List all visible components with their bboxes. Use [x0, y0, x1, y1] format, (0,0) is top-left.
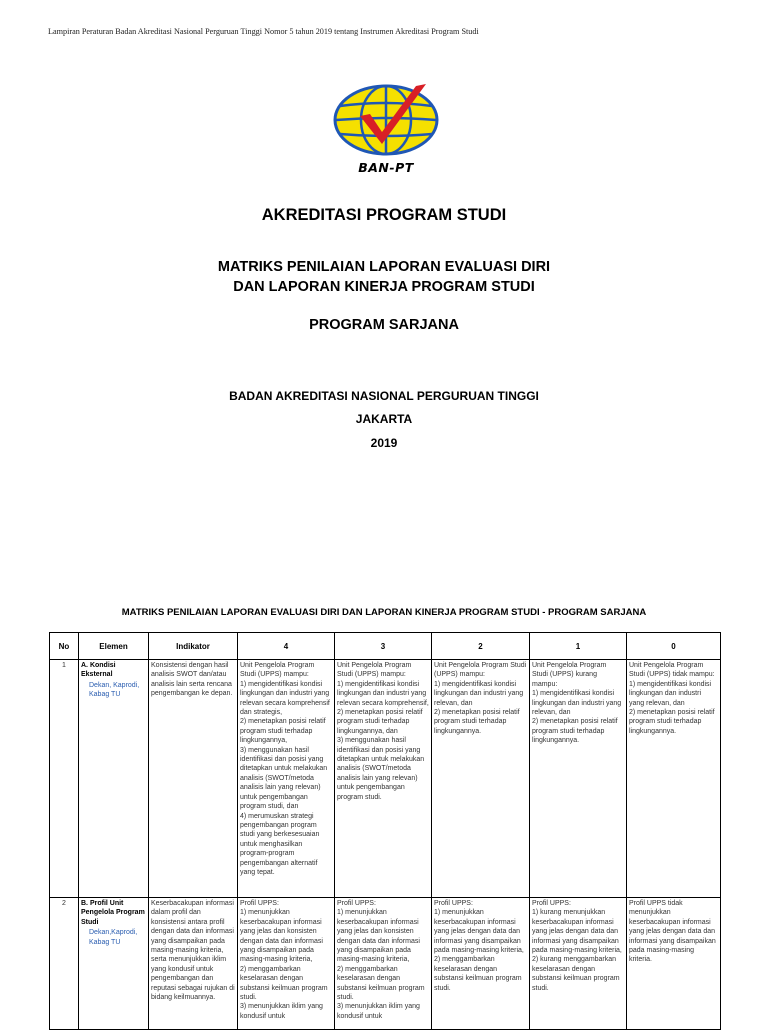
header-score-4: 4 — [238, 633, 335, 660]
elemen-cell — [79, 660, 149, 898]
header-no: No — [50, 633, 79, 660]
elemen-title: B. Profil Unit Pengelola Program Studi — [81, 900, 145, 926]
table-row — [50, 898, 721, 1030]
score-1-cell: Profil UPPS: 1) kurang menunjukkan keserbacakupan informasi yang jelas dengan data dan informasi yang disampaikan pada masing-masing kriteria, 2) kurang menggambarkan keselarasan dengan substansi keilmuan program studi. — [530, 898, 627, 1030]
document-header-note: Lampiran Peraturan Badan Akreditasi Nasional Perguruan Tinggi Nomor 5 tahun 2019 tentang Instrumen Akreditasi Program Studi — [48, 27, 479, 36]
row-number: 2 — [50, 898, 79, 1030]
elemen-responsible: Dekan, Kaprodi, Kabag TU — [89, 681, 140, 699]
score-2-cell: Unit Pengelola Program Studi (UPPS) mampu: 1) mengidentifikasi kondisi lingkungan dan industri yang relevan, dan 2) menetapkan posisi relatif program studi terhadap lingkungannya. — [432, 660, 530, 898]
header-score-2: 2 — [432, 633, 530, 660]
header-indikator: Indikator — [149, 633, 238, 660]
year-label: 2019 — [370, 436, 398, 450]
city-name: JAKARTA — [355, 412, 413, 426]
program-title: PROGRAM SARJANA — [309, 317, 459, 333]
elemen-responsible: Dekan,Kaprodi, Kabag TU — [89, 929, 138, 946]
institution-name: BADAN AKREDITASI NASIONAL PERGURUAN TINGGI — [229, 389, 539, 403]
table-header-row — [50, 633, 721, 660]
assessment-matrix-table — [49, 632, 721, 1030]
row-number: 1 — [50, 660, 79, 898]
score-4-cell: Unit Pengelola Program Studi (UPPS) mampu: 1) mengidentifikasi kondisi lingkungan dan industri yang relevan secara komprehensif dan strategis, 2) menetapkan posisi relatif program studi terhadap lingkungannya, 3) menggunakan hasil identifikasi dan posisi yang ditetapkan untuk melakukan analisis (SWOT/metoda analisis lain yang relevan) untuk pengembangan program studi, dan 4) merumuskan strategi pengembangan program studi yang berkesesuaian untuk menghasilkan program-program pengembangan alternatif yang tepat. — [238, 660, 335, 898]
table-title: MATRIKS PENILAIAN LAPORAN EVALUASI DIRI DAN LAPORAN KINERJA PROGRAM STUDI - PROGRAM SARJANA — [121, 607, 647, 618]
score-3-cell: Unit Pengelola Program Studi (UPPS) mampu: 1) mengidentifikasi kondisi lingkungan dan industri yang relevan secara komprehensif, 2) menetapkan posisi relatif program studi terhadap lingkungannya, dan 3) menggunakan hasil identifikasi dan posisi yang ditetapkan untuk melakukan analisis (SWOT/metoda analisis lain yang relevan) untuk pengembangan program studi. — [335, 660, 432, 898]
header-score-1: 1 — [530, 633, 627, 660]
score-2-cell: Profil UPPS: 1) menunjukkan keserbacakupan informasi yang jelas dengan data dan informasi yang disampaikan pada masing-masing kriteria, 2) menggambarkan keselarasan dengan substansi keilmuan program studi. — [432, 898, 530, 1030]
indikator-cell: Konsistensi dengan hasil analisis SWOT dan/atau analisis lain serta rencana pengembangan ke depan. — [149, 660, 238, 898]
table-row — [50, 660, 721, 898]
elemen-title: A. Kondisi Eksternal — [81, 662, 116, 679]
score-4-cell: Profil UPPS: 1) menunjukkan keserbacakupan informasi yang jelas dan konsisten dengan data dan informasi yang disampaikan pada masing-masing kriteria, 2) menggambarkan keselarasan dengan substansi keilmuan program studi. 3) menunjukkan iklim yang kondusif untuk — [238, 898, 335, 1030]
logo-text: BAN-PT — [358, 160, 414, 175]
score-1-cell: Unit Pengelola Program Studi (UPPS) kurang mampu: 1) mengidentifikasi kondisi lingkungan dan industri yang relevan, dan 2) menetapkan posisi relatif program studi terhadap lingkungannya. — [530, 660, 627, 898]
score-3-cell: Profil UPPS: 1) menunjukkan keserbacakupan informasi yang jelas dan konsisten dengan data dan informasi yang disampaikan pada masing-masing kriteria, 2) menggambarkan keselarasan dengan substansi keilmuan program studi. 3) menunjukkan iklim yang kondusif untuk — [335, 898, 432, 1030]
indikator-cell: Keserbacakupan informasi dalam profil dan konsistensi antara profil dengan data dan informasi yang disampaikan pada masing-masing kriteria, serta menunjukkan iklim yang kondusif untuk pengembangan dan reputasi sebagai rujukan di bidang keilmuannya. — [149, 898, 238, 1030]
globe-logo-icon — [330, 80, 442, 160]
header-elemen: Elemen — [79, 633, 149, 660]
cover-subtitle-line2: DAN LAPORAN KINERJA PROGRAM STUDI — [233, 279, 535, 295]
score-0-cell: Unit Pengelola Program Studi (UPPS) tidak mampu: 1) mengidentifikasi kondisi lingkungan dan industri yang relevan, dan 2) menetapkan posisi relatif program studi terhadap lingkungannya. — [627, 660, 721, 898]
score-0-cell: Profil UPPS tidak menunjukkan keserbacakupan informasi yang jelas dengan data dan informasi yang disampaikan pada masing-masing kriteria. — [627, 898, 721, 1030]
ban-pt-logo — [330, 80, 442, 180]
elemen-cell — [79, 898, 149, 1030]
cover-subtitle-line1: MATRIKS PENILAIAN LAPORAN EVALUASI DIRI — [217, 259, 551, 275]
header-score-0: 0 — [627, 633, 721, 660]
cover-title: AKREDITASI PROGRAM STUDI — [261, 206, 507, 224]
cover-subtitle — [0, 257, 768, 297]
header-score-3: 3 — [335, 633, 432, 660]
